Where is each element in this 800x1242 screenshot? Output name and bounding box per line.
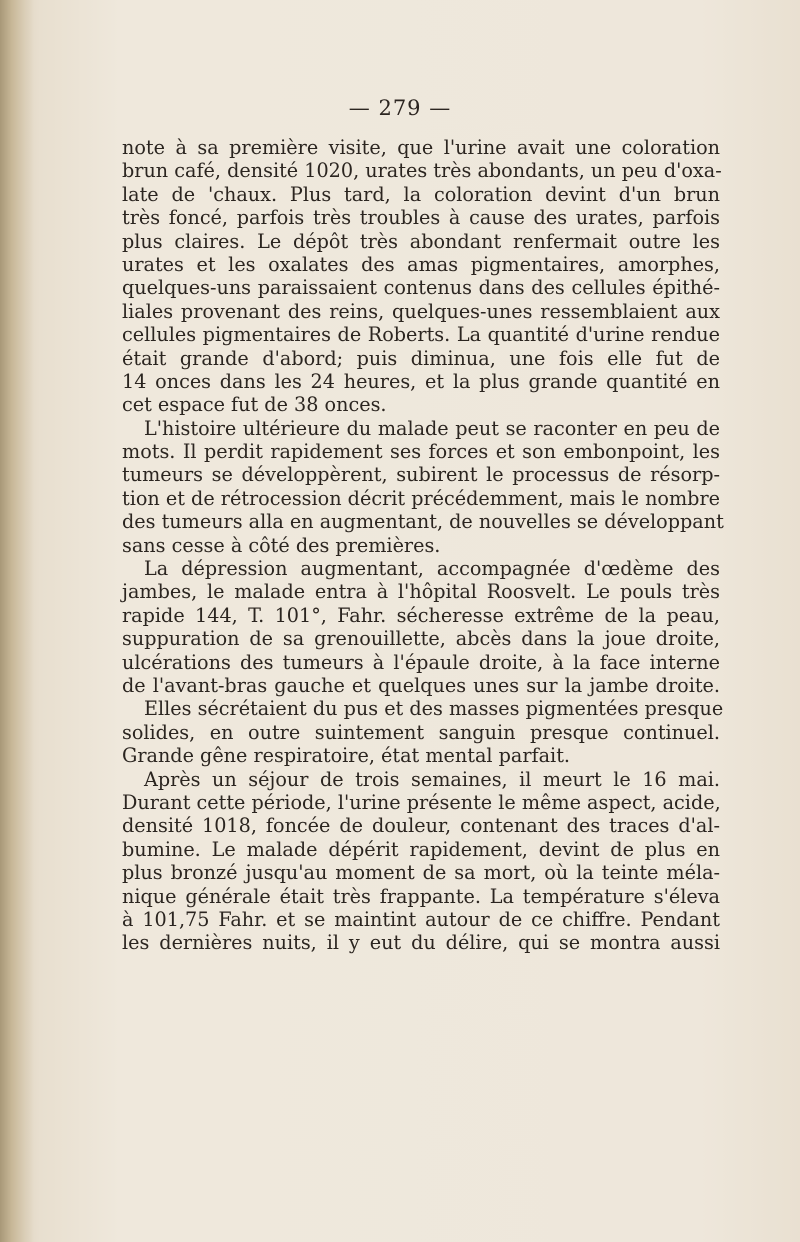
text-line: sans cesse à côté des premières. bbox=[122, 533, 441, 557]
text-line: nique générale était très frappante. La température s'éleva bbox=[122, 884, 720, 908]
text-line: Grande gêne respiratoire, état mental parfait. bbox=[122, 744, 571, 768]
body-text bbox=[122, 136, 724, 955]
text-line: mots. Il perdit rapidement ses forces et son embonpoint, les bbox=[122, 440, 720, 464]
text-line: jambes, le malade entra à l'hôpital Roosvelt. Le pouls très bbox=[122, 580, 720, 604]
text-line: solides, en outre suintement sanguin presque continuel. bbox=[122, 720, 720, 744]
text-line: L'histoire ultérieure du malade peut se raconter en peu de bbox=[144, 416, 720, 440]
text-line: urates et les oxalates des amas pigmentaires, amorphes, bbox=[122, 252, 720, 276]
text-line: Durant cette période, l'urine présente le même aspect, acide, bbox=[122, 790, 721, 814]
text-line: densité 1018, foncée de douleur, contenant des traces d'al- bbox=[122, 814, 720, 838]
page-binding-edge bbox=[0, 0, 34, 1242]
text-line: était grande d'abord; puis diminua, une fois elle fut de bbox=[122, 346, 720, 370]
text-line: plus bronzé jusqu'au moment de sa mort, où la teinte méla- bbox=[122, 861, 720, 885]
text-line: ulcérations des tumeurs à l'épaule droite, à la face interne bbox=[122, 650, 720, 674]
text-line: Après un séjour de trois semaines, il meurt le 16 mai. bbox=[144, 767, 720, 791]
text-line: suppuration de sa grenouillette, abcès dans la joue droite, bbox=[122, 627, 720, 651]
text-line: cellules pigmentaires de Roberts. La quantité d'urine rendue bbox=[122, 323, 720, 347]
text-line: rapide 144, T. 101°, Fahr. sécheresse extrême de la peau, bbox=[122, 603, 720, 627]
text-line: 14 onces dans les 24 heures, et la plus grande quantité en bbox=[122, 369, 720, 393]
text-line: bumine. Le malade dépérit rapidement, devint de plus en bbox=[122, 837, 720, 861]
text-line: de l'avant-bras gauche et quelques unes sur la jambe droite. bbox=[122, 673, 720, 697]
page-number: — 279 — bbox=[348, 96, 452, 120]
text-line: La dépression augmentant, accompagnée d'œdème des bbox=[144, 557, 720, 581]
text-line: late de 'chaux. Plus tard, la coloration devint d'un brun bbox=[122, 182, 720, 206]
text-line: à 101,75 Fahr. et se maintint autour de ce chiffre. Pendant bbox=[122, 907, 720, 931]
text-line: très foncé, parfois très troubles à cause des urates, parfois bbox=[122, 206, 720, 230]
text-line: tion et de rétrocession décrit précédemment, mais le nombre bbox=[122, 486, 720, 510]
text-line: des tumeurs alla en augmentant, de nouvelles se développant bbox=[122, 510, 724, 534]
text-line: note à sa première visite, que l'urine avait une coloration bbox=[122, 136, 720, 159]
text-line: Elles sécrétaient du pus et des masses pigmentées presque bbox=[144, 697, 724, 721]
text-line: brun café, densité 1020, urates très abondants, un peu d'oxa- bbox=[122, 159, 722, 183]
text-line: quelques-uns paraissaient contenus dans des cellules épithé- bbox=[122, 276, 720, 300]
text-line: liales provenant des reins, quelques-unes ressemblaient aux bbox=[122, 299, 720, 323]
text-line: les dernières nuits, il y eut du délire, qui se montra aussi bbox=[122, 931, 720, 955]
text-line: cet espace fut de 38 onces. bbox=[122, 393, 387, 417]
text-line: plus claires. Le dépôt très abondant renfermait outre les bbox=[122, 229, 720, 253]
text-line: tumeurs se développèrent, subirent le processus de résorp- bbox=[122, 463, 720, 487]
